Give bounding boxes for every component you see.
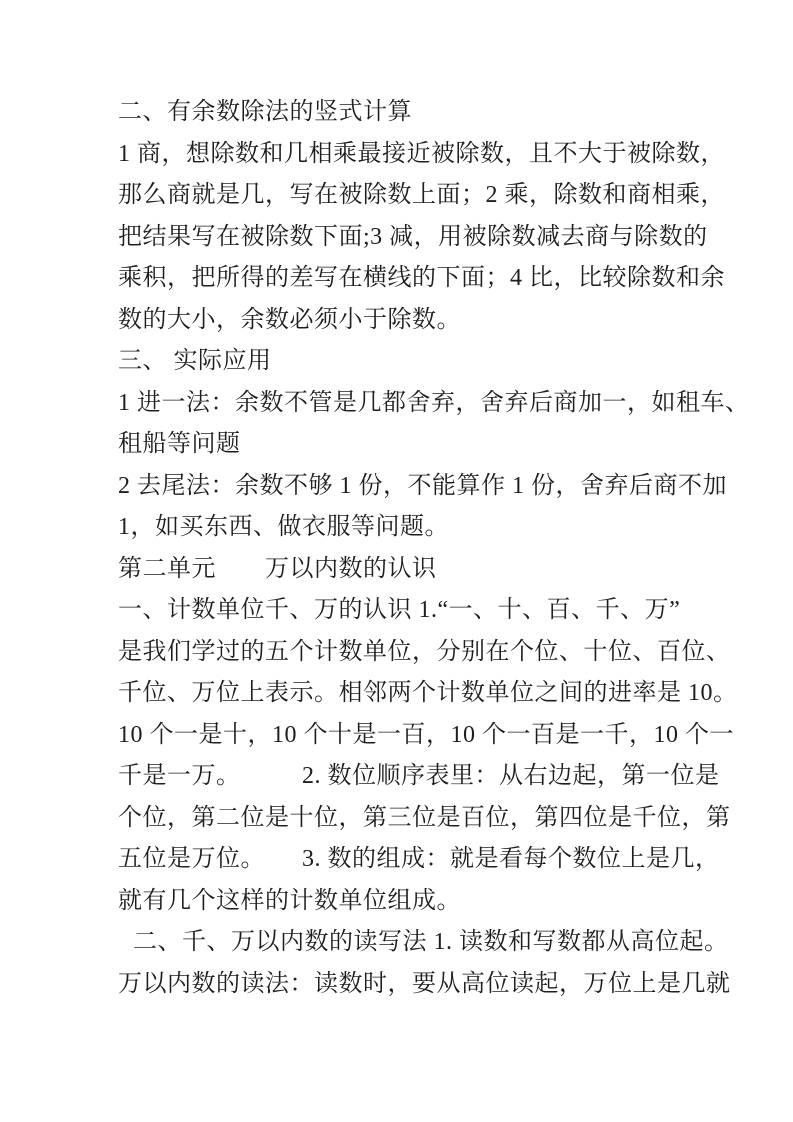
- text-line: 就有几个这样的计数单位组成。: [118, 887, 461, 914]
- text-line: 二、有余数除法的竖式计算: [118, 99, 412, 125]
- text-line: 千是一万。 2. 数位顺序表里：从右边起，第一位是: [118, 763, 720, 789]
- text-line: 那么商就是几，写在被除数上面；2 乘，除数和商相乘，: [118, 182, 725, 208]
- text-line: 千位、万位上表示。相邻两个计数单位之间的进率是 10。: [118, 680, 738, 706]
- text-line: 三、 实际应用: [118, 348, 272, 374]
- text-line: 第二单元 万以内数的认识: [118, 555, 437, 582]
- text-line: 10 个一是十，10 个十是一百，10 个一百是一千，10 个一: [118, 721, 734, 748]
- text-line: 个位，第二位是十位，第三位是百位，第四位是千位，第: [118, 804, 731, 831]
- text-line: 数的大小，余数必须小于除数。: [118, 306, 461, 333]
- text-line: 2 去尾法：余数不够 1 份，不能算作 1 份，舍弃后商不加: [118, 472, 727, 499]
- text-line: 万以内数的读法：读数时，要从高位读起，万位上是几就: [118, 970, 731, 997]
- text-line: 二、千、万以内数的读写法 1. 读数和写数都从高位起。: [133, 929, 729, 955]
- text-line: 1，如买东西、做衣服等问题。: [118, 514, 449, 540]
- text-line: 是我们学过的五个计数单位，分别在个位、十位、百位、: [118, 638, 731, 665]
- document-text: [118, 92, 750, 1005]
- text-line: 一、计数单位千、万的认识 1.“一、十、百、千、万”: [118, 597, 681, 623]
- text-line: 五位是万位。 3. 数的组成：就是看每个数位上是几，: [118, 846, 720, 872]
- text-line: 1 商，想除数和几相乘最接近被除数，且不大于被除数，: [118, 140, 725, 167]
- text-line: 乘积，把所得的差写在横线的下面；4 比，比较除数和余: [118, 265, 725, 291]
- text-line: 租船等问题: [118, 431, 241, 457]
- text-line: 1 进一法：余数不管是几都舍弃，舍弃后商加一，如租车、: [118, 389, 750, 416]
- text-line: 把结果写在被除数下面;3 减，用被除数减去商与除数的: [118, 223, 708, 250]
